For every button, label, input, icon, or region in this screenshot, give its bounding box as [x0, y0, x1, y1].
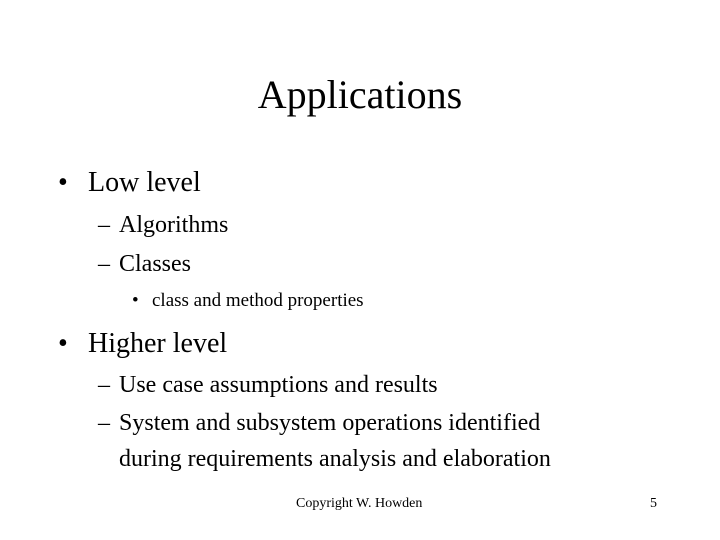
sub-bullet-algorithms: Algorithms [119, 212, 229, 238]
bullet-low-level: Low level [88, 167, 201, 198]
dash-marker: – [98, 251, 110, 277]
sub-sub-bullet-class-method-properties: class and method properties [152, 290, 364, 311]
dash-marker: – [98, 212, 110, 238]
dash-marker: – [98, 410, 110, 436]
slide-title: Applications [257, 72, 463, 117]
sub-bullet-classes: Classes [119, 251, 191, 277]
bullet-higher-level: Higher level [88, 328, 228, 359]
sub-bullet-system-operations-continuation: during requirements analysis and elaboration [119, 446, 551, 472]
bullet-marker: • [58, 167, 68, 198]
bullet-marker: • [58, 328, 68, 359]
page-number: 5 [650, 496, 657, 511]
dash-marker: – [98, 372, 110, 398]
sub-bullet-system-operations: System and subsystem operations identified [119, 410, 541, 436]
sub-bullet-use-case: Use case assumptions and results [119, 372, 438, 398]
footer-copyright: Copyright W. Howden [296, 496, 423, 511]
small-bullet-marker: • [132, 290, 139, 311]
